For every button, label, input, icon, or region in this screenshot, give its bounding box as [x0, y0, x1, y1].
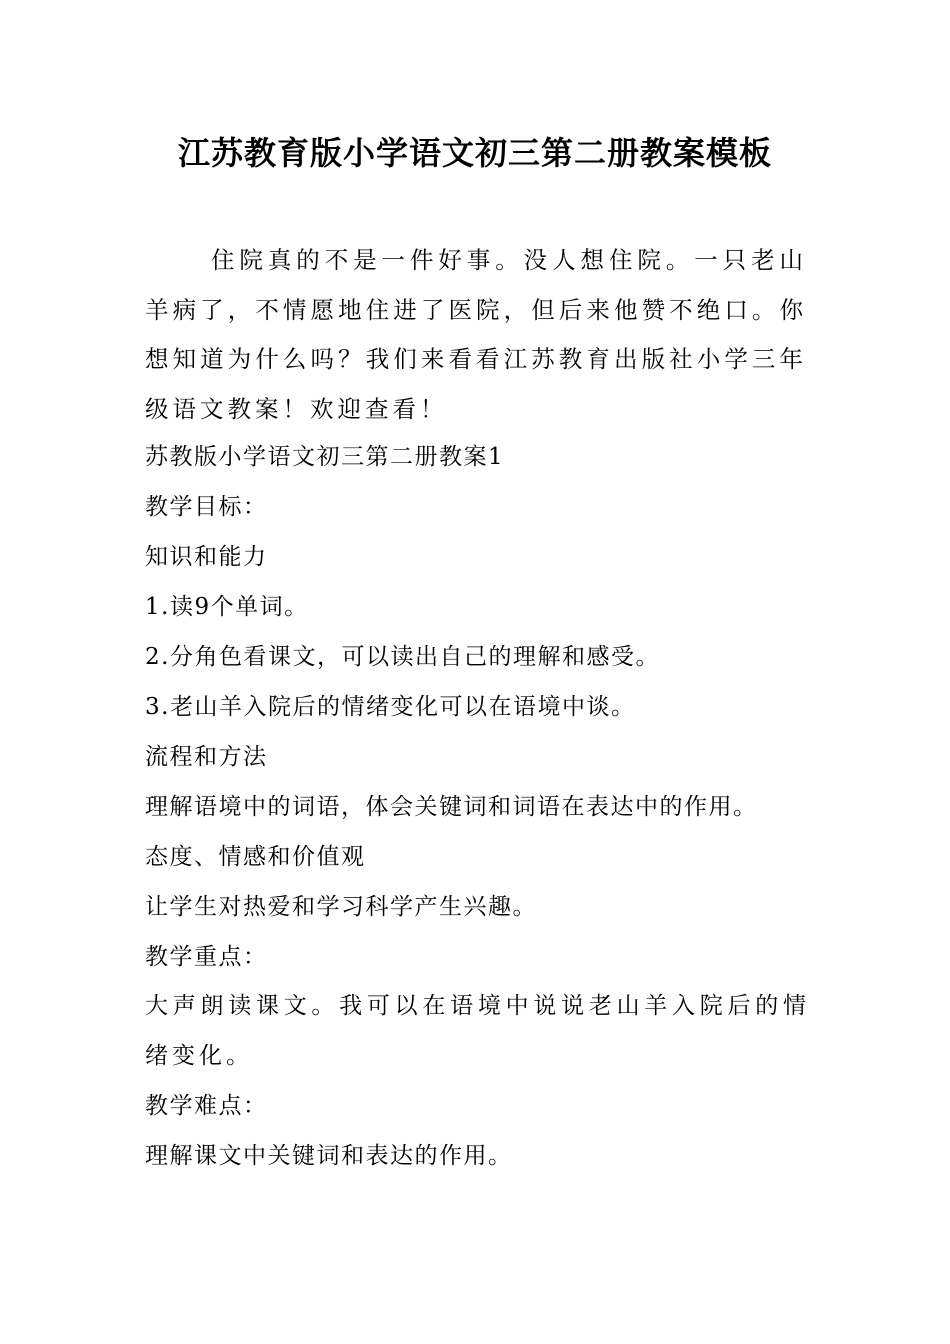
document-title: 江苏教育版小学语文初三第二册教案模板	[177, 134, 772, 172]
goal-item-1: 1.读9个单词。	[145, 594, 309, 620]
section-heading-teaching-goals: 教学目标：	[145, 494, 268, 520]
section-heading-key-points: 教学重点：	[145, 944, 268, 970]
goal-item-3: 3.老山羊入院后的情绪变化可以在语境中谈。	[145, 694, 636, 720]
difficulties-text: 理解课文中关键词和表达的作用。	[145, 1143, 513, 1169]
lesson-plan-body	[145, 432, 810, 1181]
subheading-process-method: 流程和方法	[145, 744, 268, 770]
process-method-text: 理解语境中的词语，体会关键词和词语在表达中的作用。	[145, 794, 758, 820]
lesson-plan-heading: 苏教版小学语文初三第二册教案1	[145, 444, 505, 470]
section-heading-difficulties: 教学难点：	[145, 1093, 268, 1119]
subheading-attitude-values: 态度、情感和价值观	[145, 844, 366, 870]
goal-item-2: 2.分角色看课文，可以读出自己的理解和感受。	[145, 644, 660, 670]
subheading-knowledge-ability: 知识和能力	[145, 544, 268, 570]
intro-paragraph: 住院真的不是一件好事。没人想住院。一只老山羊病了，不情愿地住进了医院，但后来他赞不绝口。你想知道为什么吗？我们来看看江苏教育出版社小学三年级语文教案！欢迎查看！	[145, 246, 807, 423]
attitude-values-text: 让学生对热爱和学习科学产生兴趣。	[145, 894, 537, 920]
key-points-text: 大声朗读课文。我可以在语境中说说老山羊入院后的情绪变化。	[145, 993, 810, 1069]
